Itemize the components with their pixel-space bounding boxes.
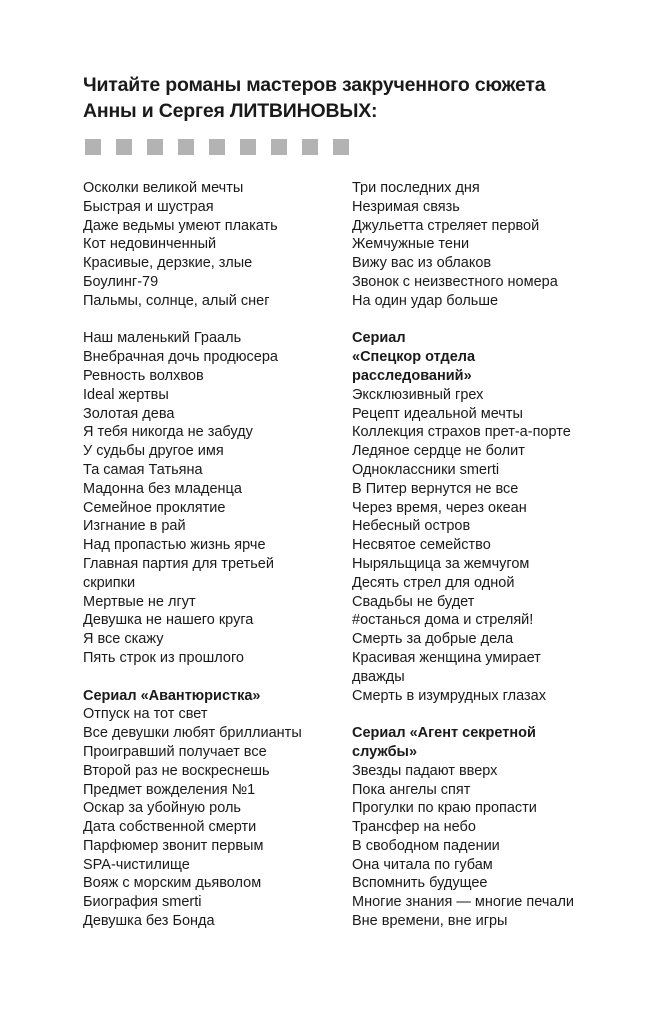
book-title: Смерть в изумрудных глазах xyxy=(352,687,546,704)
heading-line-1: Читайте романы мастеров закрученного сюжета xyxy=(83,74,546,96)
book-title: Три последних дня xyxy=(352,180,480,196)
decorative-square xyxy=(178,139,194,155)
book-title: Второй раз не воскреснешь xyxy=(83,762,270,779)
book-title: Изгнание в рай xyxy=(83,518,186,535)
book-title: Незримая связь xyxy=(352,198,460,215)
book-title: Через время, через океан xyxy=(352,499,527,516)
book-title: Трансфер на небо xyxy=(352,819,476,836)
decorative-square xyxy=(116,139,132,155)
book-title: Даже ведьмы умеют плакать xyxy=(83,217,278,234)
book-title: Джульетта стреляет первой xyxy=(352,217,540,234)
series-title: Сериал «Авантюристка» xyxy=(83,687,261,704)
heading-line-2: Анны и Сергея ЛИТВИНОВЫХ: xyxy=(83,100,378,122)
book-title: В Питер вернутся не все xyxy=(352,480,519,497)
series-title xyxy=(352,329,632,385)
book-title: Небесный остров xyxy=(352,518,471,535)
book-list xyxy=(352,762,632,931)
book-title: Звонок с неизвестного номера xyxy=(352,273,558,290)
book-title: Пальмы, солнце, алый снег xyxy=(83,292,270,309)
book-title: Внебрачная дочь продюсера xyxy=(83,349,278,366)
book-title: Мертвые не лгут xyxy=(83,593,196,610)
book-title: Дата собственной смерти xyxy=(83,819,257,836)
book-title: Коллекция страхов прет-а-порте xyxy=(352,424,571,441)
book-title: Кот недовинченный xyxy=(83,236,217,253)
series-title xyxy=(352,724,632,762)
book-title: Вне времени, вне игры xyxy=(352,913,508,930)
series-title-line: расследований» xyxy=(352,367,472,384)
book-list xyxy=(352,386,632,706)
book-title: Она читала по губам xyxy=(352,856,493,873)
decorative-square xyxy=(333,139,349,155)
book-title: Красивые, дерзкие, злые xyxy=(83,255,253,272)
book-title: Пока ангелы спят xyxy=(352,781,471,798)
decorative-square xyxy=(271,139,287,155)
book-title: Рецепт идеальной мечты xyxy=(352,405,523,422)
book-title: Золотая дева xyxy=(83,405,175,422)
book-title: Все девушки любят бриллианты xyxy=(83,725,302,742)
book-title: Девушка не нашего круга xyxy=(83,612,254,629)
book-title: Свадьбы не будет xyxy=(352,593,475,610)
decorative-square xyxy=(240,139,256,155)
decorative-square xyxy=(209,139,225,155)
series-title-line: Сериал «Агент секретной xyxy=(352,725,536,742)
book-title: Мадонна без младенца xyxy=(83,480,242,497)
book-title: Ледяное сердце не болит xyxy=(352,443,525,460)
book-list xyxy=(83,705,338,931)
book-title: Девушка без Бонда xyxy=(83,913,215,930)
book-title: Многие знания — многие печали xyxy=(352,894,575,911)
book-title: Десять стрел для одной xyxy=(352,574,515,591)
book-title: Смерть за добрые дела xyxy=(352,631,514,648)
book-title: Эксклюзивный грех xyxy=(352,386,484,403)
page-heading xyxy=(83,72,623,124)
book-title: SPA-чистилище xyxy=(83,856,190,873)
series-title-line: Сериал xyxy=(352,330,406,347)
left-column xyxy=(83,179,338,931)
book-title: Семейное проклятие xyxy=(83,499,226,516)
book-title: Оскар за убойную роль xyxy=(83,800,241,817)
book-title: Отпуск на тот свет xyxy=(83,706,208,723)
book-list xyxy=(352,179,632,311)
book-title: Биография smerti xyxy=(83,894,202,911)
book-title: скрипки xyxy=(83,574,136,591)
book-title: У судьбы другое имя xyxy=(83,443,224,460)
book-title: Быстрая и шустрая xyxy=(83,198,214,215)
book-title: Парфюмер звонит первым xyxy=(83,837,264,854)
series-title-line: службы» xyxy=(352,743,418,760)
book-title: В свободном падении xyxy=(352,837,500,854)
book-title: Проигравший получает все xyxy=(83,743,267,760)
book-title: Несвятое семейство xyxy=(352,537,491,554)
book-title: Звезды падают вверх xyxy=(352,762,498,779)
book-title: Прогулки по краю пропасти xyxy=(352,800,537,817)
book-title: Ревность волхвов xyxy=(83,367,204,384)
decorative-square xyxy=(302,139,318,155)
book-title: На один удар больше xyxy=(352,292,499,309)
book-title: Одноклассники smerti xyxy=(352,461,500,478)
book-list xyxy=(83,329,338,667)
book-title: Пять строк из прошлого xyxy=(83,649,245,666)
book-title: Боулинг-79 xyxy=(83,273,159,290)
right-column xyxy=(352,179,632,931)
decorative-square xyxy=(85,139,101,155)
book-title: Я все скажу xyxy=(83,631,164,648)
book-title: Жемчужные тени xyxy=(352,236,470,253)
book-title: Та самая Татьяна xyxy=(83,461,203,478)
book-title: Осколки великой мечты xyxy=(83,180,244,196)
book-title: Вояж с морским дьяволом xyxy=(83,875,262,892)
book-title: Красивая женщина умирает xyxy=(352,649,541,666)
book-title: Ideal жертвы xyxy=(83,386,169,403)
book-title: Наш маленький Грааль xyxy=(83,330,242,347)
book-title: Предмет вожделения №1 xyxy=(83,781,256,798)
book-title: Над пропастью жизнь ярче xyxy=(83,537,266,554)
book-title: #останься дома и стреляй! xyxy=(352,612,534,629)
book-title: Вижу вас из облаков xyxy=(352,255,492,272)
book-list xyxy=(83,179,338,311)
book-title: Вспомнить будущее xyxy=(352,875,488,892)
book-title: Главная партия для третьей xyxy=(83,555,274,572)
decorative-square xyxy=(147,139,163,155)
book-title: дважды xyxy=(352,668,405,685)
book-title: Ныряльщица за жемчугом xyxy=(352,555,530,572)
book-title: Я тебя никогда не забуду xyxy=(83,424,253,441)
series-title-line: «Спецкор отдела xyxy=(352,349,476,366)
